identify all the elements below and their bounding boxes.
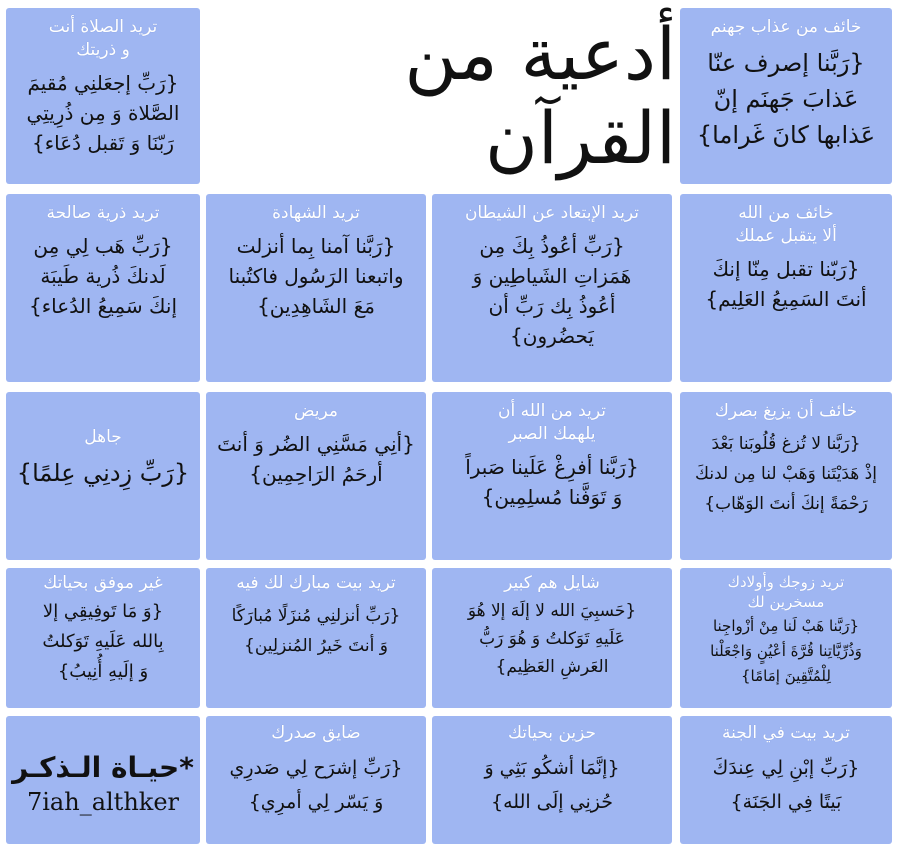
card-dua: {رَبِّ أنزلنِي مُنزَلًا مُبارَكًا وَ أنتَ خَيرُ المُنزلِين}: [231, 606, 401, 656]
card-heading: تريد ذرية صالحة: [46, 203, 160, 223]
card-heading: خائف من عذاب جهنم: [710, 17, 862, 37]
dua-card-prayer: [6, 8, 200, 184]
card-heading: تريد من الله أن يلهمك الصبر: [498, 401, 606, 444]
card-dua: {رَبَّنا لا تُزغ قُلُوبَنا بَعْدَ إذْ هَدَيْتَنا وَهَبْ لنا مِن لدنكَ رَحْمَةً إنكَ أنتَ الوَهّاب}: [695, 434, 877, 514]
card-heading: خائف من الله ألا يتقبل عملك: [735, 203, 837, 246]
dua-card-heart-steadfast: [680, 392, 892, 560]
card-heading: شايل هم كبير: [504, 573, 600, 593]
card-dua: {رَبِّ أعُوذُ بِكَ مِن هَمَزاتِ الشَياطِين وَ أعُوذُ بِك رَبِّ أن يَحضُرون}: [472, 234, 632, 348]
card-heading: مريض: [293, 401, 339, 421]
card-dua: {رَبَّنا إصرف عنّا عَذابَ جَهنَم إنّ عَذابها كانَ غَراما}: [696, 49, 876, 149]
card-dua: {رَبَّنا أفرِغْ عَلَينا صَبراً وَ تَوَفَّنا مُسلِمِين}: [465, 455, 639, 509]
card-heading: تريد الصلاة أنت و ذريتك: [48, 17, 158, 60]
dua-card-unsuccessful: [6, 568, 200, 708]
card-heading: تريد بيت مبارك لك فيه: [236, 573, 396, 593]
card-dua: {أنِي مَسَّنِي الضُر وَ أنتَ أرحَمُ الرَاحِمِين}: [217, 432, 415, 486]
card-heading: ضايق صدرك: [271, 723, 361, 743]
brand-name: *حيـاة الـذكـر: [12, 751, 194, 784]
card-dua: {وَ مَا تَوفِيقِي إلا بِالله عَلَيهِ تَوَكلتُ وَ إلَيهِ أُنِيبُ}: [42, 601, 164, 682]
card-dua: {رَبِّ هَب لِي مِن لَدنكَ ذُرية طَيبَة إنكَ سَمِيعُ الدُعاء}: [29, 234, 177, 318]
card-dua: {رَبَّنا هَبْ لَنا مِنْ أزْواجِنا وَذُرِّيَّاتِنا قُرَّةَ أعْيُنٍ وَاجْعَلْنا لِلْمُتَّقِينَ إمَامًا}: [710, 617, 862, 685]
dua-card-devil-refuge: [432, 194, 672, 382]
dua-card-offspring: [6, 194, 200, 382]
dua-card-blessed-home: [206, 568, 426, 708]
dua-card-spouse-children: [680, 568, 892, 708]
dua-card-hell-fear: [680, 8, 892, 184]
dua-card-paradise-home: [680, 716, 892, 844]
card-heading: تريد زوجك وأولادك مسخرين لك: [727, 573, 845, 611]
card-heading: جاهل: [84, 427, 122, 447]
card-dua: {رَبّنا تقبل مِنّا إنكَ أنتَ السَمِيعُ العَلِيم}: [705, 257, 867, 311]
card-dua: {إنَّمَا أشكُو بَثِي وَ حُزنِي إلَى الله}: [484, 757, 620, 813]
card-heading: غير موفق بحياتك: [43, 573, 163, 593]
dua-card-acceptance: [680, 194, 892, 382]
card-heading: تريد بيت في الجنة: [722, 723, 850, 743]
card-dua: {رَبَّنا آمنا بِما أنزلت واتبعنا الرَسُول فاكتُبنا مَعَ الشَاهِدِين}: [228, 234, 404, 318]
card-heading: تريد الشهادة: [272, 203, 360, 223]
dua-card-patience: [432, 392, 672, 560]
dua-card-ignorant: [6, 392, 200, 560]
card-heading: حزين بحياتك: [507, 723, 597, 743]
card-dua: {رَبِّ إشرَح لِي صَدرِي وَ يَسّر لِي أمرِي}: [229, 757, 403, 813]
card-dua: {رَبِّ إبْنِ لِي عِندَكَ بَيتًا فِي الجَنَة}: [712, 757, 860, 813]
card-dua: {رَبِّ إجعَلنِي مُقيمَ الصَّلاة وَ مِن ذُرِيتِي رَبّنَا وَ تَقبل دُعَاء}: [26, 71, 180, 155]
card-heading: تريد الإبتعاد عن الشيطان: [464, 203, 640, 223]
dua-card-great-worry: [432, 568, 672, 708]
dua-card-martyrdom: [206, 194, 426, 382]
dua-card-sick: [206, 392, 426, 560]
card-dua: {رَبِّ زِدنِي عِلمًا}: [16, 459, 190, 487]
page-title: أدعية من القرآن: [404, 12, 676, 180]
dua-card-tight-chest: [206, 716, 426, 844]
card-heading: خائف أن يزيغ بصرك: [714, 401, 858, 421]
brand-card: [6, 716, 200, 844]
dua-card-sad: [432, 716, 672, 844]
card-dua: {حَسبِيَ الله لا إلَهَ إلا هُوَ عَلَيهِ تَوَكلتُ وَ هُوَ رَبُّ العَرشِ العَظِيم}: [467, 601, 637, 677]
brand-handle: 7iah_althker: [26, 788, 179, 816]
